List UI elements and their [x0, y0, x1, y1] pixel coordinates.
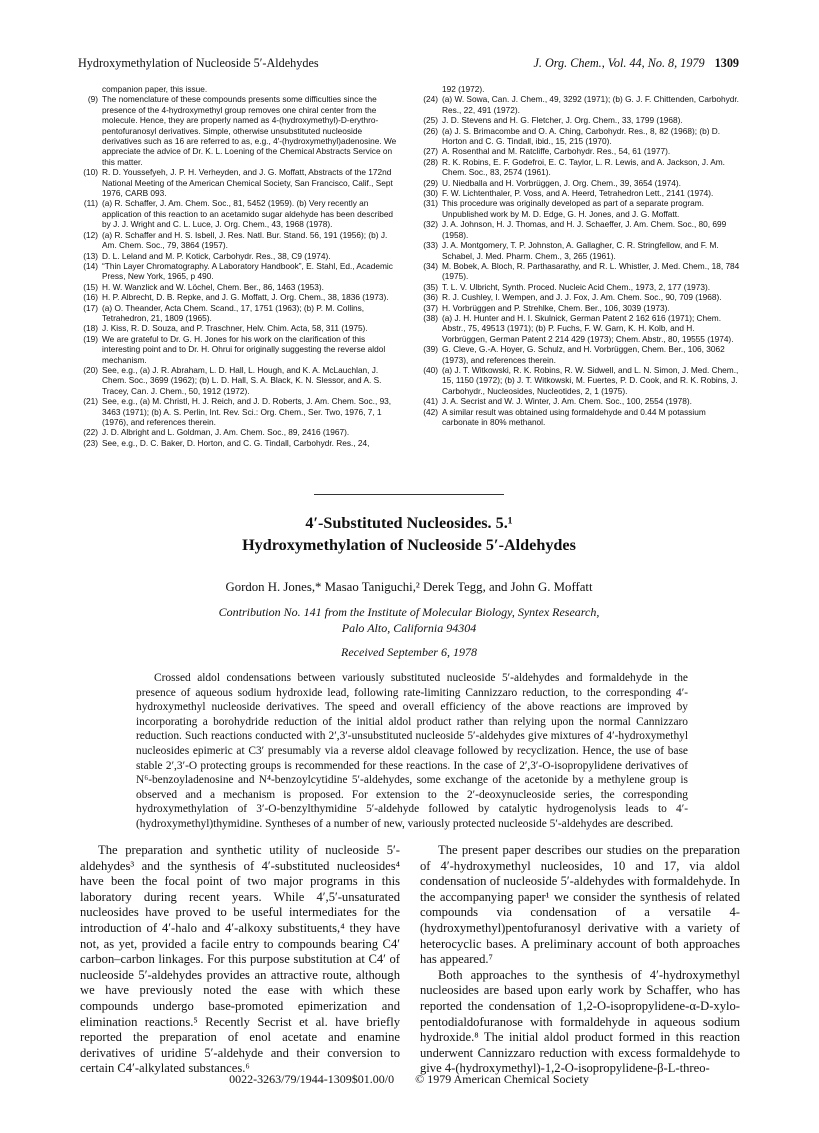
reference-text: R. J. Cushley, I. Wempen, and J. J. Fox, J. Am. Chem. Soc., 90, 709 (1968). — [442, 292, 722, 303]
reference-number: (19) — [83, 333, 98, 344]
reference-text: J. A. Johnson, H. J. Thomas, and H. J. Schaeffer, J. Am. Chem. Soc., 80, 699 (1958). — [442, 219, 727, 240]
reference-item — [418, 84, 740, 94]
reference-item — [418, 157, 740, 178]
article-title-line-1: 4′-Substituted Nucleosides. 5.¹ — [305, 514, 513, 532]
article-code: 0022-3263/79/1944-1309$01.00/0 — [229, 1072, 395, 1086]
section-divider — [314, 494, 504, 495]
copyright: © 1979 American Chemical Society — [415, 1072, 589, 1086]
reference-number: (11) — [83, 198, 98, 209]
reference-text: “Thin Layer Chromatography. A Laboratory Handbook”, E. Stahl, Ed., Academic Press, New York, 1965, p 490. — [102, 260, 393, 282]
reference-item — [418, 365, 740, 396]
reference-item — [418, 303, 740, 313]
reference-item — [418, 126, 740, 147]
reference-text: 192 (1972). — [442, 84, 485, 94]
received-date: Received September 6, 1978 — [341, 645, 477, 659]
reference-number: (18) — [83, 323, 98, 334]
reference-text: A. Rosenthal and M. Ratcliffe, Carbohydr. Res., 54, 61 (1977). — [442, 146, 671, 157]
reference-item — [418, 292, 740, 302]
reference-number: (16) — [83, 292, 98, 303]
reference-number — [418, 84, 442, 94]
reference-number: (30) — [423, 188, 438, 199]
reference-item — [78, 438, 398, 448]
reference-number: (13) — [83, 250, 98, 261]
reference-number: (36) — [423, 292, 438, 303]
reference-item — [78, 94, 398, 167]
reference-text: A similar result was obtained using formaldehyde and 0.44 M potassium carbonate in 80% methanol. — [442, 406, 706, 427]
reference-text: See, e.g., (a) M. Christl, H. J. Reich, and J. D. Roberts, J. Am. Chem. Soc., 93, 3463 (1971); (b) A. S. Perlin, Int. Rev. Sci.: Org. Chem., Ser. Two, 1976, 7, 1 (1976), and references therein. — [102, 396, 392, 427]
reference-number: (12) — [83, 229, 98, 240]
body-right-column — [420, 843, 740, 1077]
reference-item — [418, 407, 740, 428]
reference-item — [418, 396, 740, 406]
reference-text: (a) W. Sowa, Can. J. Chem., 49, 3292 (1971); (b) G. J. F. Chittenden, Carbohydr. Res., 22, 491 (1972). — [442, 94, 739, 115]
reference-number: (40) — [423, 364, 438, 375]
reference-text: J. A. Montgomery, T. P. Johnston, A. Gallagher, C. R. Stringfellow, and F. M. Schabel, J. Med. Pharm. Chem., 3, 265 (1961). — [442, 240, 719, 261]
reference-text: H. W. Wanzlick and W. Löchel, Chem. Ber., 86, 1463 (1953). — [102, 281, 324, 292]
reference-item — [418, 313, 740, 344]
reference-number: (39) — [423, 344, 438, 355]
reference-number: (9) — [87, 94, 98, 105]
page-number: 1309 — [714, 56, 739, 70]
journal-citation — [533, 56, 739, 71]
reference-item — [418, 188, 740, 198]
running-head — [78, 56, 739, 74]
reference-item — [78, 84, 398, 94]
reference-text: T. L. V. Ulbricht, Synth. Proced. Nucleic Acid Chem., 1973, 2, 177 (1973). — [442, 281, 711, 292]
reference-item — [418, 344, 740, 365]
reference-number: (23) — [83, 437, 98, 448]
reference-item — [418, 115, 740, 125]
reference-item — [78, 323, 398, 333]
reference-text: R. K. Robins, E. F. Godefroi, E. C. Taylor, L. R. Lewis, and A. Jackson, J. Am. Chem. Soc., 83, 2574 (1961). — [442, 156, 725, 178]
abstract: Crossed aldol condensations between variously substituted nucleoside 5′-aldehydes and formaldehyde in the presence of aqueous sodium hydroxide lead, following rate-limiting Cannizzaro reduction, to the corresponding 4′-hydroxymethyl nucleoside derivatives. The speed and overall efficiency of the above reactions are improved by incorporating a borohydride reduction of the initial aldol product rather than relying upon the normal Cannizzaro reduction. Such reactions conducted with 2′,3′-unsubstituted nucleoside 5′-aldehydes give mixtures of 4′-hydroxymethyl nucleosides epimeric at C3′ presumably via a reverse aldol cleavage followed by recyclization. Hence, the use of base stable 2′,3′-O protecting groups is recommended for these reactions. In the case of 2′,3′-O-isopropylidene derivatives of N⁶-benzoyladenosine and N⁴-benzoylcytidine 5′-aldehydes, some exchange of the acetonide by a methylene group is observed and a mechanism is proposed. For extension to the 2′-deoxynucleoside series, the corresponding hydroxymethylation of 3′-O-benzylthymidine 5′-aldehyde followed by catalytic hydrogenolysis leads to 4′-(hydroxymethyl)thymidine. Syntheses of a number of new, variously protected nucleoside 5′-aldehydes are described. — [136, 672, 688, 830]
authors: Gordon H. Jones,* Masao Taniguchi,² Derek Tegg, and John G. Moffatt — [225, 580, 593, 594]
reference-number — [78, 84, 102, 94]
reference-number: (10) — [83, 167, 98, 178]
reference-text: J. Kiss, R. D. Souza, and P. Traschner, Helv. Chim. Acta, 58, 311 (1975). — [102, 323, 368, 334]
reference-text: (a) R. Schaffer and H. S. Isbell, J. Res. Natl. Bur. Stand. 56, 191 (1956); (b) J. Am. Chem. Soc., 79, 3864 (1957). — [102, 229, 388, 251]
reference-text: U. Niedballa and H. Vorbrüggen, J. Org. Chem., 39, 3654 (1974). — [442, 177, 681, 188]
reference-item — [78, 261, 398, 282]
body-paragraph: The preparation and synthetic utility of nucleoside 5′-aldehydes³ and the synthesis of 4′-substituted nucleosides⁴ have been the focal point of two major programs in this laboratory during recent years. While 4′,5′-unsaturated nucleosides have proved to be useful intermediates for the introduction of 4′-halo and 4′-alkoxy substituents,⁴ they have not, as yet, provided a facile entry to compounds bearing C4′ carbon–carbon linkages. For this purpose substitution at C4′ of nucleoside 5′-aldehydes provides an attractive route, although we have previously noted the ease with which these compounds undergo base-promoted epimerization and elimination reactions.⁵ Recently Secrist et al. have briefly reported the preparation of enol acetate and enamine derivatives of uridine 5′-aldehyde and their conversion to certain C4′-alkylated substances.⁶ — [80, 843, 400, 1076]
reference-text: J. A. Secrist and W. J. Winter, J. Am. Chem. Soc., 100, 2554 (1978). — [442, 396, 692, 407]
reference-item — [418, 261, 740, 282]
reference-text: F. W. Lichtenthaler, P. Voss, and A. Heerd, Tetrahedron Lett., 2141 (1974). — [442, 188, 714, 199]
reference-item — [418, 282, 740, 292]
reference-number: (17) — [83, 302, 98, 313]
reference-text: (a) J. S. Brimacombe and O. A. Ching, Carbohydr. Res., 8, 82 (1968); (b) D. Horton and C. G. Tindall, ibid., 15, 215 (1970). — [442, 125, 721, 147]
article-title — [78, 512, 740, 556]
reference-text: The nomenclature of these compounds presents some difficulties since the presence of the 4-hydroxymethyl group removes one chiral center from the molecule. Hence, they are properly named as 4-(hydroxymethyl)-D-erythro-pentofuranosyl derivatives. Simple, otherwise unsubstituted nucleoside derivatives such as 16 are referred to as, e.g., 4′-(hydroxymethyl)adenosine. We appreciate the advice of Dr. K. L. Loening of the Chemical Abstracts Service on this matter. — [102, 94, 397, 167]
reference-number: (29) — [423, 177, 438, 188]
reference-number: (32) — [423, 219, 438, 230]
reference-text: See, e.g., (a) J. R. Abraham, L. D. Hall, L. Hough, and K. A. McLauchlan, J. Chem. Soc., 3699 (1962); (b) L. D. Hall, S. A. Black, K. N. Slessor, and A. S. Tracey, Can. J. Chem., 50, 1912 (1972). — [102, 364, 382, 396]
reference-number: (35) — [423, 281, 438, 292]
reference-number: (21) — [83, 396, 98, 407]
reference-text: This procedure was originally developed as part of a separate program. Unpublished work by M. D. Edge, G. H. Jones, and J. G. Moffatt. — [442, 198, 704, 219]
reference-item — [418, 94, 740, 115]
reference-item — [418, 178, 740, 188]
reference-number: (15) — [83, 281, 98, 292]
body-left-column — [80, 843, 400, 1077]
reference-item — [418, 146, 740, 156]
reference-number: (33) — [423, 240, 438, 251]
page-footer — [78, 1072, 740, 1087]
reference-item — [78, 198, 398, 229]
references-left-column — [78, 84, 398, 448]
reference-number: (41) — [423, 396, 438, 407]
reference-number: (31) — [423, 198, 438, 209]
reference-text: We are grateful to Dr. G. H. Jones for his work on the clarification of this interesting point and to Dr. H. Ohrui for originally suggesting the reverse aldol mechanism. — [102, 333, 386, 365]
reference-item — [418, 219, 740, 240]
reference-item — [78, 282, 398, 292]
reference-text: H. Vorbrüggen and P. Strehlke, Chem. Ber., 106, 3039 (1973). — [442, 302, 670, 313]
reference-number: (37) — [423, 302, 438, 313]
reference-item — [78, 334, 398, 365]
reference-number: (22) — [83, 427, 98, 438]
running-head-title: Hydroxymethylation of Nucleoside 5′-Aldehydes — [78, 56, 319, 70]
journal-name: J. Org. Chem., Vol. 44, No. 8, 1979 — [533, 56, 705, 70]
reference-item — [78, 303, 398, 324]
reference-number: (38) — [423, 312, 438, 323]
reference-item — [418, 240, 740, 261]
reference-text: J. D. Albright and L. Goldman, J. Am. Chem. Soc., 89, 2416 (1967). — [102, 427, 350, 438]
reference-text: M. Bobek, A. Bloch, R. Parthasarathy, and R. L. Whistler, J. Med. Chem., 18, 784 (1975). — [442, 260, 740, 282]
reference-item — [78, 427, 398, 437]
reference-number: (26) — [423, 125, 438, 136]
article-title-line-2: Hydroxymethylation of Nucleoside 5′-Aldehydes — [242, 536, 576, 554]
reference-item — [78, 251, 398, 261]
reference-text: See, e.g., D. C. Baker, D. Horton, and C. G. Tindall, Carbohydr. Res., 24, — [102, 437, 370, 448]
affiliation — [78, 604, 740, 636]
reference-number: (20) — [83, 364, 98, 375]
reference-text: J. D. Stevens and H. G. Fletcher, J. Org. Chem., 33, 1799 (1968). — [442, 115, 683, 126]
reference-text: (a) O. Theander, Acta Chem. Scand., 17, 1751 (1963); (b) P. M. Collins, Tetrahedron, 21, 1809 (1965). — [102, 302, 365, 323]
reference-number: (27) — [423, 146, 438, 157]
reference-number: (14) — [83, 260, 98, 271]
reference-number: (25) — [423, 115, 438, 126]
reference-text: H. P. Albrecht, D. B. Repke, and J. G. Moffatt, J. Org. Chem., 38, 1836 (1973). — [102, 292, 389, 303]
reference-number: (28) — [423, 156, 438, 167]
reference-text: (a) J. T. Witkowski, R. K. Robins, R. W. Sidwell, and L. N. Simon, J. Med. Chem., 15, 1150 (1972); (b) J. T. Witkowski, M. Fuertes, P. D. Cook, and R. K. Robins, J. Carbohydr., Nucleosides, Nucleotides, 2, 1 (1975). — [442, 364, 739, 396]
reference-text: G. Cleve, G.-A. Hoyer, G. Schulz, and H. Vorbrüggen, Chem. Ber., 106, 3062 (1973), and references therein. — [442, 344, 725, 365]
reference-item — [418, 198, 740, 219]
affiliation-line-2: Palo Alto, California 94304 — [341, 621, 477, 635]
reference-item — [78, 365, 398, 396]
reference-text: (a) J. H. Hunter and H. I. Skulnick, German Patent 2 162 616 (1971); Chem. Abstr., 75, 49513 (1971); (b) P. Fuchs, F. W. Garn, K. H. Kolb, and H. Vorbrüggen, German Patent 2 214 429 (1973); Chem. Abstr., 80, 19555 (1974). — [442, 312, 734, 344]
reference-text: D. L. Leland and M. P. Kotick, Carbohydr. Res., 38, C9 (1974). — [102, 250, 331, 261]
reference-number: (24) — [423, 94, 438, 105]
reference-item — [78, 396, 398, 427]
reference-item — [78, 167, 398, 198]
reference-text: (a) R. Schaffer, J. Am. Chem. Soc., 81, 5452 (1959). (b) Very recently an application of this reaction to an acetamido sugar aldehyde has been described by J. J. Wright and C. L. Luce, J. Org. Chem., 43, 1968 (1978). — [102, 198, 394, 230]
reference-item — [78, 230, 398, 251]
body-paragraph: Both approaches to the synthesis of 4′-hydroxymethyl nucleosides are based upon early work by Schaffer, who has reported the condensation of 1,2-O-isopropylidene-α-D-xylo-pentodialdofuranose with formaldehyde in aqueous sodium hydroxide.⁸ The initial aldol product formed in this reaction underwent Cannizzaro reduction with excess formaldehyde to give 4-(hydroxymethyl)-1,2-O-isopropylidene-β-L-threo- — [420, 967, 740, 1076]
reference-text: R. D. Youssefyeh, J. P. H. Verheyden, and J. G. Moffatt, Abstracts of the 172nd National Meeting of the American Chemical Society, San Francisco, Calif., Sept 1976, CARB 093. — [102, 167, 393, 199]
reference-text: companion paper, this issue. — [102, 84, 208, 94]
references-right-column — [418, 84, 740, 427]
affiliation-line-1: Contribution No. 141 from the Institute of Molecular Biology, Syntex Research, — [218, 605, 600, 619]
body-paragraph: The present paper describes our studies on the preparation of 4′-hydroxymethyl nucleosides, 10 and 17, via aldol condensation of nucleoside 5′-aldehydes with formaldehyde. In the accompanying paper¹ we consider the synthesis of related compounds via condensation of a versatile 4-(hydroxymethyl)pentofuranosyl derivative with a variety of heterocyclic bases. A preliminary account of both approaches has appeared.⁷ — [420, 843, 740, 967]
reference-number: (34) — [423, 260, 438, 271]
reference-item — [78, 292, 398, 302]
reference-number: (42) — [423, 406, 438, 417]
